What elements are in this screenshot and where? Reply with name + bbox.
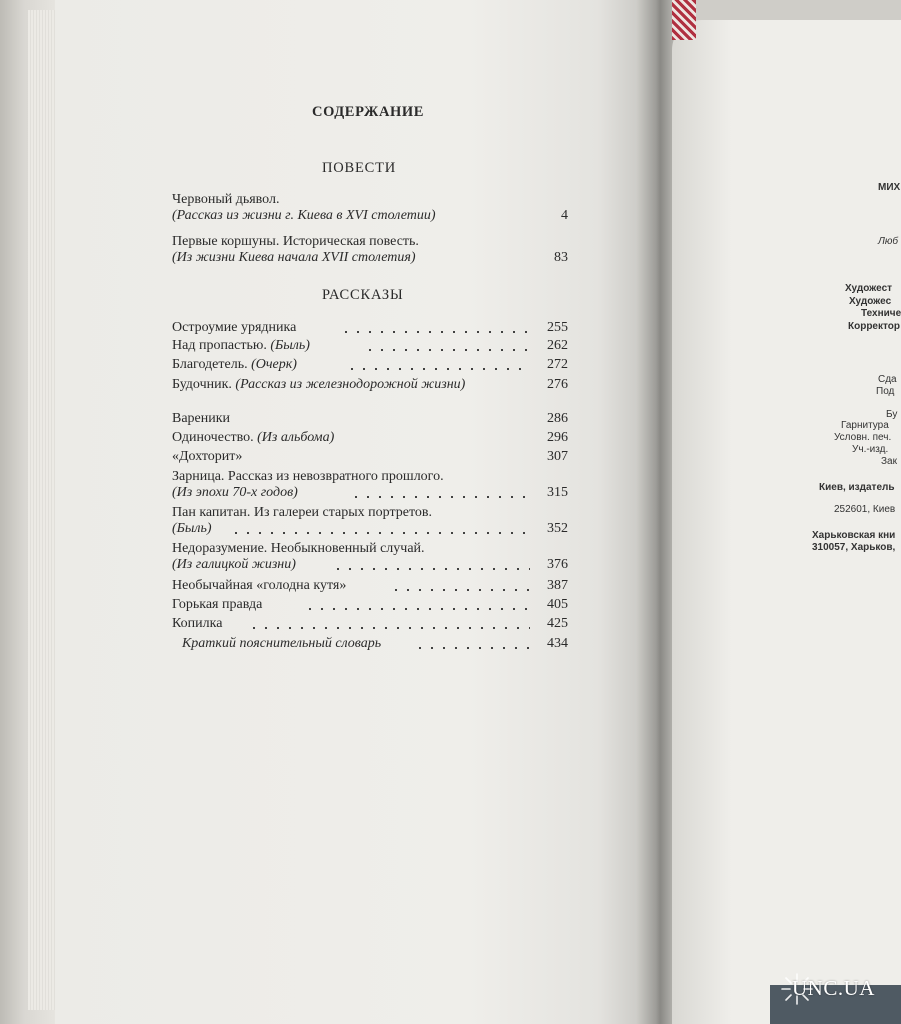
entry-title: Остроумие урядника [172,320,297,335]
dot-leader [364,349,530,351]
right-page-line: Корректор [848,321,900,332]
entry-page: 387 [547,578,568,593]
toc-entry [172,320,568,336]
toc-entry [172,338,568,354]
right-page [672,20,901,1024]
entry-subtitle: (Очерк) [251,357,297,372]
bookmark-ribbon [672,0,696,40]
entry-page: 276 [547,377,568,392]
right-page-line: 252601, Киев [834,504,896,515]
toc-entry [172,578,568,594]
entry-title: Червоный дьявол. [172,192,280,207]
entry-title: Зарница. Рассказ из невозвратного прошлого. [172,469,444,484]
entry-page: 262 [547,338,568,353]
entry-title: Необычайная «голодна кутя» [172,578,347,593]
entry-page: 83 [554,250,568,265]
toc-entry [172,357,568,373]
entry-subtitle: (Из галицкой жизни) [172,557,296,572]
entry-title: Будочник. [172,377,232,392]
entry-subtitle: (Из альбома) [257,430,335,445]
toc-entry [172,541,568,573]
dot-leader [230,532,530,534]
entry-subtitle: (Быль) [172,521,212,536]
entry-page: 286 [547,411,568,426]
entry-title: Благодетель. [172,357,248,372]
entry-page: 425 [547,616,568,631]
right-page-line: Под [876,386,895,397]
dot-leader [346,368,530,370]
entry-subtitle: Краткий пояснительный словарь [182,636,382,651]
right-page-line: Техниче [861,308,901,319]
right-page-line: Художес [849,296,892,307]
section-heading-povesti: ПОВЕСТИ [322,160,397,176]
entry-title: Одиночество. [172,430,254,445]
entry-page: 272 [547,357,568,372]
entry-page: 405 [547,597,568,612]
entry-title: Первые коршуны. Историческая повесть. [172,234,419,249]
entry-subtitle: (Быль) [270,338,310,353]
right-page-line: Уч.-изд. [852,444,889,455]
right-page-line: Люб [878,236,898,247]
right-page-line: Сда [878,374,897,385]
toc-entry [172,234,568,266]
dot-leader [414,647,530,649]
entry-subtitle: (Из жизни Киева начала XVII столетия) [172,250,416,265]
dot-leader [340,331,530,333]
toc-title: СОДЕРЖАНИЕ [312,104,425,120]
entry-title: Горькая правда [172,597,263,612]
entry-page: 352 [547,521,568,536]
watermark-text: UNC.UA [792,976,875,1000]
entry-page: 255 [547,320,568,335]
entry-title: Копилка [172,616,223,631]
dot-leader [350,496,530,498]
toc-entry [172,192,568,224]
entry-title: Над пропастью. [172,338,267,353]
entry-page: 296 [547,430,568,445]
dot-leader [304,608,530,610]
toc-entry [172,597,568,613]
toc-entry [172,411,568,427]
entry-page: 4 [561,208,568,223]
entry-subtitle: (Из эпохи 70-х годов) [172,485,298,500]
dot-leader [248,627,530,629]
right-page-line: Бу [886,409,898,420]
toc-entry [172,616,568,632]
right-page-line: Художест [845,283,893,294]
right-page-line: 310057, Харьков, [812,542,896,553]
right-page-line: Киев, издатель [819,482,895,493]
entry-title: «Дохторит» [172,449,243,464]
entry-title: Вареники [172,411,231,426]
entry-title: Пан капитан. Из галереи старых портретов. [172,505,433,520]
right-page-line: Зак [881,456,897,467]
toc-entry [172,469,568,501]
section-heading-rasskazy: РАССКАЗЫ [322,287,404,303]
toc-entry [172,449,568,465]
toc-entry [172,377,568,393]
entry-page: 376 [547,557,568,572]
entry-page: 315 [547,485,568,500]
toc-entry [182,636,568,652]
right-page-line: Гарнитура [841,420,889,431]
right-page-line: Харьковская кни [812,530,896,541]
dot-leader [332,568,530,570]
right-page-line: МИХ [878,182,901,193]
right-page-line: Условн. печ. [834,432,892,443]
dot-leader [390,589,530,591]
toc-entry [172,505,568,537]
entry-title: Недоразумение. Необыкновенный случай. [172,541,425,556]
entry-page: 434 [547,636,568,651]
entry-page: 307 [547,449,568,464]
entry-subtitle: (Рассказ из железнодорожной жизни) [235,377,466,392]
entry-subtitle: (Рассказ из жизни г. Киева в XVI столетии) [172,208,436,223]
toc-entry [172,430,568,446]
